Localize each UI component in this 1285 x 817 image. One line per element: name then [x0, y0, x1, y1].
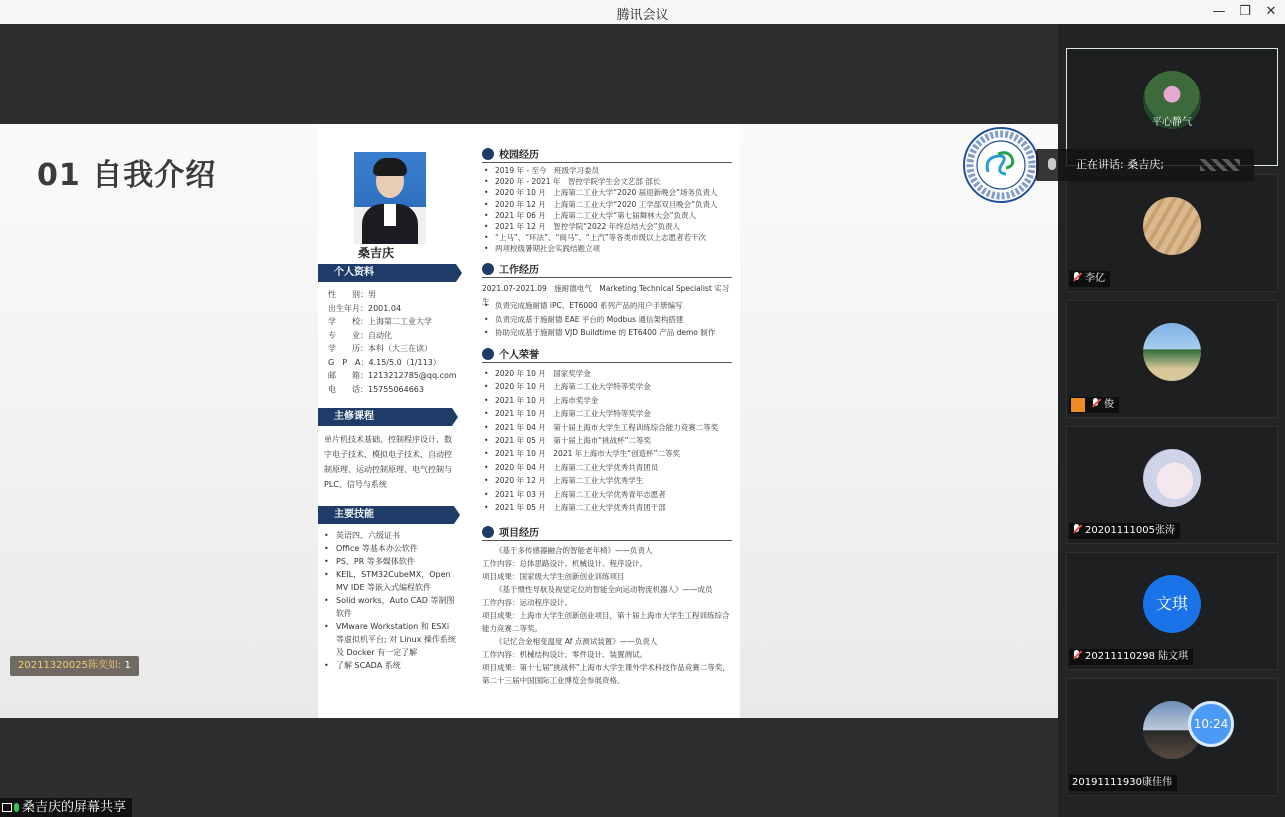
resume-name: 桑吉庆: [358, 246, 395, 260]
participant-tile[interactable]: [1066, 678, 1278, 796]
participant-tile[interactable]: [1066, 552, 1278, 670]
list-item: • PS、PR 等多媒体软件: [322, 555, 458, 568]
projects-header: [482, 524, 539, 539]
work-header: [482, 261, 539, 276]
list-item: • 2019 年 - 至今 班级学习委员: [482, 165, 736, 176]
participant-name: [1069, 649, 1193, 665]
campus-list: [482, 165, 736, 255]
list-item: • 负责完成施耐德 iPC、ET6000 系列产品的用户手册编写: [482, 299, 734, 313]
list-item: • 2020 年 10 月 上海第二工业大学“2020 届迎新晚会”场务负责人: [482, 187, 736, 198]
info-line: 邮 箱：1213212785@qq.com: [328, 371, 457, 380]
avatar: 文琪: [1143, 575, 1201, 633]
personal-info-list: [328, 288, 457, 396]
project-title: 《基于惯性导航及视觉定位的智能全向运动物流机器人》——成员: [495, 585, 713, 594]
project-title: 《记忆合金相变温度 Af 点测试装置》——负责人: [495, 637, 658, 646]
profile-photo: [354, 152, 426, 244]
list-item: • 2021 年 10 月 2021 年上海市大学生“创造杯”二等奖: [482, 447, 736, 460]
work-list: [482, 299, 734, 340]
speaking-indicator: [1036, 149, 1254, 181]
list-item: • “上马”、“环法”、“阅马”、“上汽”等各类市级以上志愿者若干次: [482, 232, 736, 243]
medal-icon: [482, 348, 494, 360]
honors-header: [482, 346, 539, 361]
participants-panel: [1058, 24, 1285, 817]
info-line: 性 别：男: [328, 290, 376, 299]
name-label: 俊: [1104, 399, 1114, 410]
name-label: 20201111005张涛: [1085, 525, 1175, 536]
participant-name: [1069, 775, 1177, 791]
section-label: 项目经历: [499, 528, 539, 539]
personal-info-header: 个人资料: [318, 264, 456, 282]
info-line: 出生年月：2001.04: [328, 303, 402, 313]
university-logo: [962, 126, 1040, 204]
project-line: 工作内容：运动程序设计。: [482, 598, 572, 607]
list-item: • Office 等基本办公软件: [322, 542, 458, 555]
list-item: • 负责完成基于施耐德 EAE 平台的 Modbus 通信架构搭建: [482, 313, 734, 327]
close-button[interactable]: ✕: [1265, 4, 1277, 19]
section-label: 个人荣誉: [499, 350, 539, 361]
list-item: • 协助完成基于施耐德 VJD Buildtime 的 ET6400 产品 demo 制作: [482, 326, 734, 340]
divider: [482, 362, 732, 363]
list-item: • 2021 年 12 月 智控学院“2022 年终总结大会”负责人: [482, 221, 736, 232]
info-line: 学 校：上海第二工业大学: [328, 317, 432, 326]
list-item: • Solid works，Auto CAD 等制图软件: [322, 594, 458, 620]
info-line: 电 话：15755064663: [328, 384, 424, 394]
participant-tile[interactable]: [1066, 174, 1278, 292]
info-line: 学 历：本科（大三在读）: [328, 344, 432, 353]
mic-muted-icon: [1091, 398, 1100, 408]
participant-name: [1069, 271, 1110, 287]
list-item: • 2020 年 10 月 国家奖学金: [482, 367, 736, 380]
divider: [482, 162, 732, 163]
restore-button[interactable]: ❐: [1239, 4, 1251, 19]
skills-list: [322, 529, 458, 672]
participant-tile[interactable]: [1066, 300, 1278, 418]
presentation-slide: [0, 124, 1058, 718]
name-label: 20211110298 陆文琪: [1085, 651, 1189, 662]
section-label: 工作经历: [499, 265, 539, 276]
resume-document: [318, 124, 740, 718]
list-item: • 英语四、六级证书: [322, 529, 458, 542]
avatar-caption: 平心静气: [1152, 117, 1192, 128]
list-item: • 2020 年 12 月 上海第二工业大学“2020 工学部双旦晚会”负责人: [482, 199, 736, 210]
list-item: • 2021 年 10 月 上海市奖学金: [482, 394, 736, 407]
avatar: [1143, 323, 1201, 381]
participant-name: [1069, 397, 1119, 413]
person-icon: [482, 148, 494, 160]
projects-list: [482, 544, 734, 687]
shared-screen-area[interactable]: [0, 24, 1058, 817]
project-line: 工作内容：机械结构设计、零件设计、装置测试。: [482, 650, 647, 659]
viewer-count: 1: [124, 660, 131, 671]
screen-share-label[interactable]: [0, 798, 132, 817]
screen-share-icon: [2, 803, 12, 812]
mic-icon: [1048, 158, 1056, 170]
info-line: 专 业：自动化: [328, 330, 392, 340]
list-item: • 2020 年 - 2021 年 智控学院学生会文艺部 部长: [482, 176, 736, 187]
name-label: 李亿: [1085, 273, 1105, 284]
slide-title: 01 自我介绍: [37, 158, 217, 193]
list-item: • 2020 年 10 月 上海第二工业大学特等奖学金: [482, 380, 736, 393]
audio-level-icon: [1200, 159, 1240, 171]
avatar: [1143, 197, 1201, 255]
annotation-viewer-badge: [10, 656, 139, 676]
meeting-timer[interactable]: 10:24: [1188, 701, 1234, 747]
divider: [482, 277, 732, 278]
honors-list: [482, 367, 736, 514]
work-title: 2021.07-2021.09 施耐德电气 Marketing Technical Specialist 实习生: [482, 284, 730, 306]
skills-header: 主要技能: [318, 506, 454, 524]
list-item: • VMware Workstation 和 ESXi 等虚拟机平台; 对 Linux 操作系统及 Docker 有一定了解: [322, 620, 458, 659]
avatar: [1143, 449, 1201, 507]
list-item: • 2021 年 03 月 上海第二工业大学优秀青年志愿者: [482, 488, 736, 501]
mic-muted-icon: [1072, 524, 1081, 534]
minimize-button[interactable]: —: [1212, 4, 1226, 19]
graduation-cap-icon: [482, 526, 494, 538]
list-item: • 2021 年 06 月 上海第二工业大学“第七届舞林大会”负责人: [482, 210, 736, 221]
viewer-name: 20211320025陈奕如:: [18, 660, 122, 671]
title-bar: [0, 0, 1285, 24]
speaking-text: 正在讲话: 桑吉庆;: [1076, 158, 1164, 171]
list-item: • 了解 SCADA 系统: [322, 659, 458, 672]
list-item: • 2021 年 05 月 第十届上海市“挑战杯”二等奖: [482, 434, 736, 447]
courses-text: 单片机技术基础、控制程序设计、数字电子技术、模拟电子技术、自动控制原理、运动控制原理、电气控制与PLC、信号与系统: [324, 435, 452, 489]
divider: [482, 540, 732, 541]
mic-muted-icon: [1072, 650, 1081, 660]
name-label: 20191111930康佳伟: [1072, 777, 1172, 788]
info-line: G P A：4.15/5.0（1/113）: [328, 357, 441, 367]
participant-tile[interactable]: [1066, 426, 1278, 544]
user-icon: [1071, 398, 1085, 412]
mic-icon: [14, 803, 19, 812]
project-title: 《基于多传感器融合的智能老年椅》——负责人: [495, 546, 653, 555]
list-item: • 2020 年 04 月 上海第二工业大学优秀共青团员: [482, 461, 736, 474]
participant-name: [1069, 523, 1180, 539]
share-label-text: 桑吉庆的屏幕共享: [22, 800, 127, 815]
list-item: • 2021 年 05 月 上海第二工业大学优秀共青团干部: [482, 501, 736, 514]
list-item: • 2021 年 10 月 上海第二工业大学特等奖学金: [482, 407, 736, 420]
list-item: • 2020 年 12 月 上海第二工业大学优秀学生: [482, 474, 736, 487]
campus-header: [482, 146, 539, 161]
list-item: • 两项校级暑期社会实践结题立项: [482, 243, 736, 254]
project-line: 项目成果：第十七届“挑战杯”上海市大学生课外学术科技作品竞赛二等奖，第二十三届中国国际工业博览会参展资格。: [482, 663, 730, 685]
courses-header: 主修课程: [318, 408, 452, 426]
project-line: 项目成果：国家级大学生创新创业训练项目: [482, 572, 625, 581]
project-line: 项目成果：上海市大学生创新创业项目，第十届上海市大学生工程训练综合能力竞赛二等奖。: [482, 611, 730, 633]
list-item: • 2021 年 04 月 第十届上海市大学生工程训练综合能力竞赛二等奖: [482, 421, 736, 434]
mic-muted-icon: [1072, 272, 1081, 282]
project-line: 工作内容：总体思路设计、机械设计、程序设计。: [482, 559, 647, 568]
section-label: 校园经历: [499, 150, 539, 161]
window-title: 腾讯会议: [616, 8, 669, 23]
briefcase-icon: [482, 263, 494, 275]
list-item: • KEIL，STM32CubeMX，Open MV IDE 等嵌入式编程软件: [322, 568, 458, 594]
